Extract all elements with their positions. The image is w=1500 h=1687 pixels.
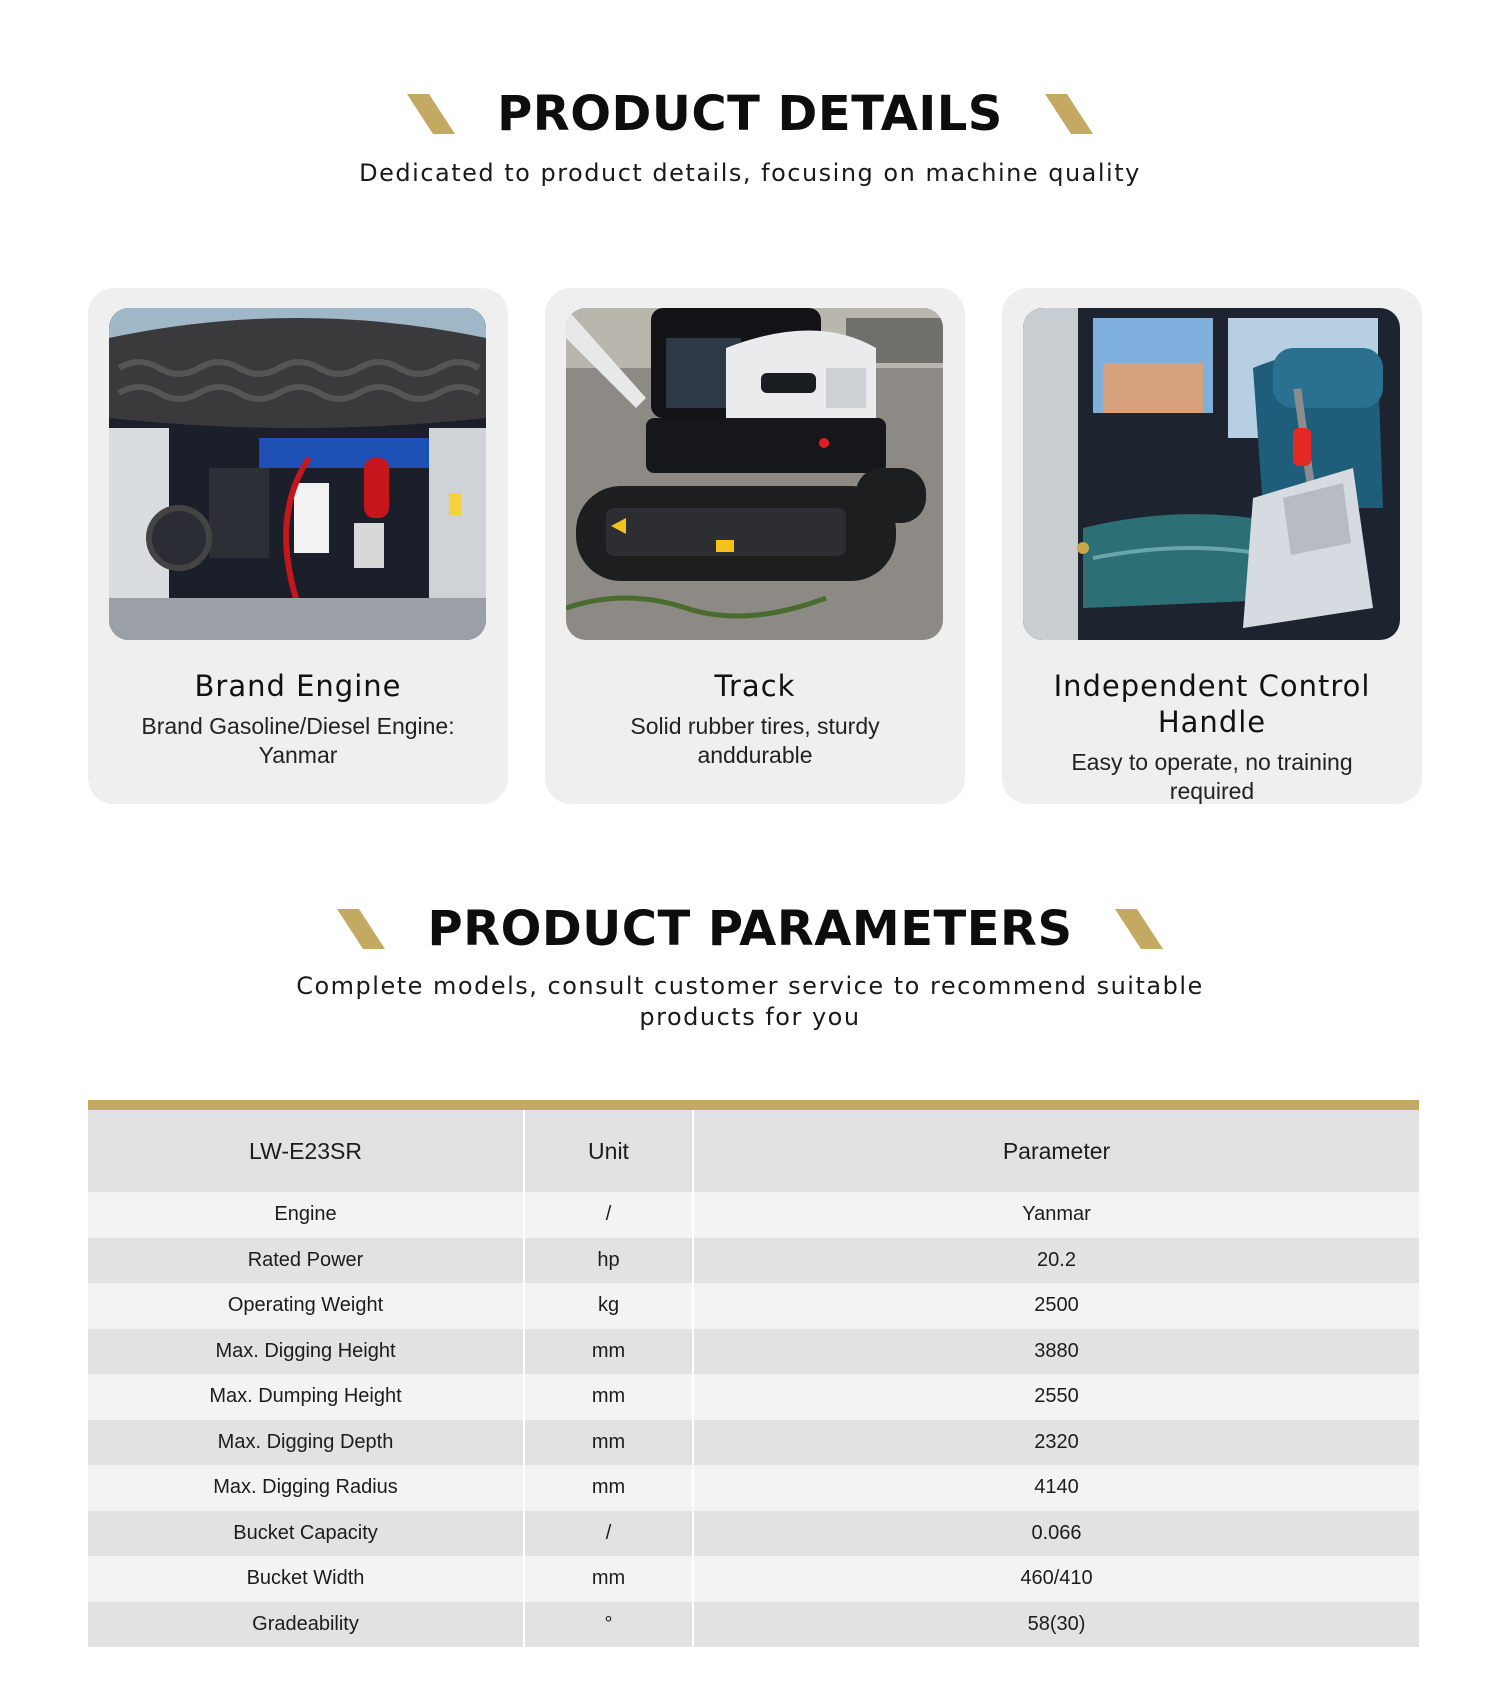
row-value: Yanmar <box>693 1192 1419 1238</box>
section-subtitle: Dedicated to product details, focusing on machine quality <box>359 159 1141 187</box>
product-parameters-header <box>0 901 1500 1033</box>
row-unit: / <box>524 1511 693 1557</box>
row-unit: mm <box>524 1329 693 1375</box>
card-description: Easy to operate, no training required <box>1071 749 1353 804</box>
row-value: 460/410 <box>693 1556 1419 1602</box>
row-label: Max. Digging Depth <box>88 1420 524 1466</box>
row-unit: mm <box>524 1374 693 1420</box>
row-unit: mm <box>524 1556 693 1602</box>
row-unit: / <box>524 1192 693 1238</box>
header-parameter: Parameter <box>693 1110 1419 1192</box>
left-slash-decoration-icon <box>337 909 385 949</box>
row-unit: ° <box>524 1602 693 1648</box>
row-value: 3880 <box>693 1329 1419 1375</box>
feature-card-engine <box>88 288 508 804</box>
table-top-accent-bar <box>88 1100 1419 1110</box>
product-details-header <box>0 86 1500 189</box>
feature-card-track <box>545 288 965 804</box>
card-description: Solid rubber tires, sturdy anddurable <box>630 713 880 768</box>
subtitle-line: products for you <box>639 1003 861 1031</box>
table-row <box>88 1602 1419 1648</box>
row-label: Max. Dumping Height <box>88 1374 524 1420</box>
table-row <box>88 1192 1419 1238</box>
row-value: 0.066 <box>693 1511 1419 1557</box>
control-handle-photo-icon <box>1023 308 1400 640</box>
row-label: Operating Weight <box>88 1283 524 1329</box>
section-title: PRODUCT DETAILS <box>497 86 1003 142</box>
table-header-row <box>88 1110 1419 1192</box>
parameters-table <box>88 1100 1419 1647</box>
row-label: Bucket Width <box>88 1556 524 1602</box>
table-row <box>88 1238 1419 1284</box>
row-value: 4140 <box>693 1465 1419 1511</box>
row-unit: hp <box>524 1238 693 1284</box>
row-value: 2550 <box>693 1374 1419 1420</box>
row-label: Max. Digging Height <box>88 1329 524 1375</box>
track-photo-icon <box>566 308 943 640</box>
right-slash-decoration-icon <box>1115 909 1163 949</box>
section-subtitle <box>0 971 1500 1033</box>
row-label: Engine <box>88 1192 524 1238</box>
table-row <box>88 1329 1419 1375</box>
row-label: Gradeability <box>88 1602 524 1648</box>
right-slash-decoration-icon <box>1045 94 1093 134</box>
card-title: Independent Control Handle <box>1053 669 1371 739</box>
card-title: Track <box>714 669 796 703</box>
row-label: Max. Digging Radius <box>88 1465 524 1511</box>
row-unit: kg <box>524 1283 693 1329</box>
header-model: LW-E23SR <box>88 1110 524 1192</box>
row-value: 58(30) <box>693 1602 1419 1648</box>
feature-cards <box>88 288 1422 804</box>
table-row <box>88 1374 1419 1420</box>
card-description: Brand Gasoline/Diesel Engine: Yanmar <box>141 713 455 768</box>
table-row <box>88 1283 1419 1329</box>
left-slash-decoration-icon <box>407 94 455 134</box>
engine-photo-icon <box>109 308 486 640</box>
table-row <box>88 1465 1419 1511</box>
card-title: Brand Engine <box>194 669 402 703</box>
table-row <box>88 1511 1419 1557</box>
feature-card-control-handle <box>1002 288 1422 804</box>
section-title: PRODUCT PARAMETERS <box>427 901 1073 957</box>
table-row <box>88 1556 1419 1602</box>
row-unit: mm <box>524 1465 693 1511</box>
row-unit: mm <box>524 1420 693 1466</box>
row-label: Bucket Capacity <box>88 1511 524 1557</box>
header-unit: Unit <box>524 1110 693 1192</box>
table-row <box>88 1420 1419 1466</box>
row-value: 20.2 <box>693 1238 1419 1284</box>
row-label: Rated Power <box>88 1238 524 1284</box>
row-value: 2320 <box>693 1420 1419 1466</box>
row-value: 2500 <box>693 1283 1419 1329</box>
subtitle-line: Complete models, consult customer service to recommend suitable <box>296 972 1204 1000</box>
